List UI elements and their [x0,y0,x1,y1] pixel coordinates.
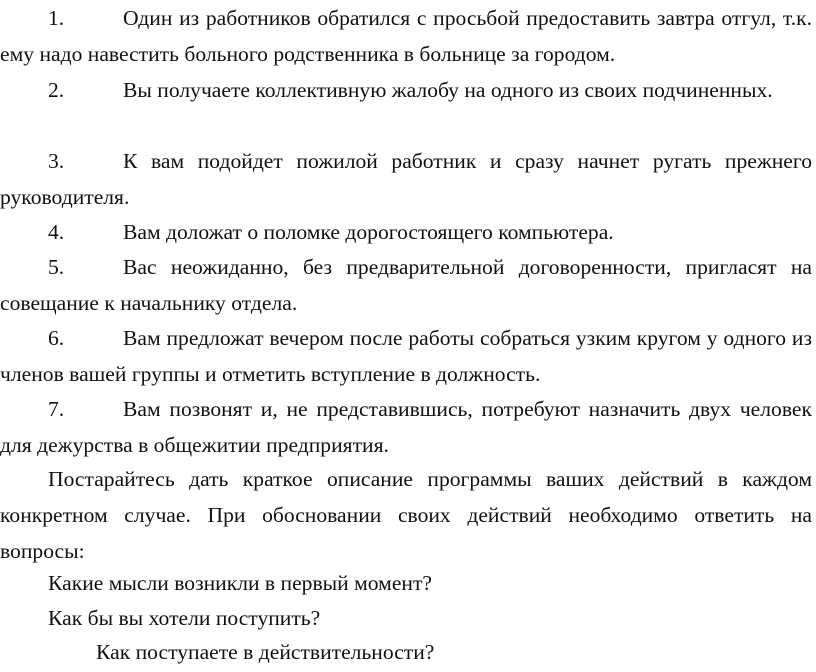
question-3: Как поступаете в действительности? [96,640,435,664]
situation-item-4 [0,214,812,250]
item-text: Вам доложат о поломке дорогостоящего компьютера. [123,220,614,244]
instruction-paragraph: Постарайтесь дать краткое описание программы ваших действий в каждом конкретном случае. При обосновании своих действий необходимо ответить на вопросы: [0,467,812,563]
item-number: 1. [48,6,65,30]
item-text: Вас неожиданно, без предварительной договоренности, пригласят на совещание к начальнику отдела. [0,255,812,315]
situation-item-2 [0,72,812,108]
item-text: Один из работников обратился с просьбой предоставить завтра отгул, т.к. ему надо навестить больного родственника в больнице за городом. [0,6,812,66]
situation-item-5 [0,249,812,321]
item-text: К вам подойдет пожилой работник и сразу начнет ругать прежнего руководителя. [0,149,812,209]
situation-item-1 [0,0,812,72]
item-number: 2. [48,78,65,102]
situation-item-6 [0,320,812,392]
situation-item-3 [0,143,812,215]
item-number: 6. [48,326,65,350]
item-text: Вам предложат вечером после работы собраться узким кругом у одного из членов вашей группы и отметить вступление в должность. [0,326,812,386]
item-number: 4. [48,220,65,244]
question-2: Как бы вы хотели поступить? [48,606,321,630]
item-number: 7. [48,397,65,421]
question-1: Какие мысли возникли в первый момент? [48,571,432,595]
item-number: 3. [48,149,65,173]
situation-item-7 [0,391,812,463]
item-text: Вам позвонят и, не представившись, потребуют назначить двух человек для дежурства в общежитии предприятия. [0,397,812,457]
item-number: 5. [48,255,65,279]
item-text: Вы получаете коллективную жалобу на одного из своих подчиненных. [123,78,773,102]
